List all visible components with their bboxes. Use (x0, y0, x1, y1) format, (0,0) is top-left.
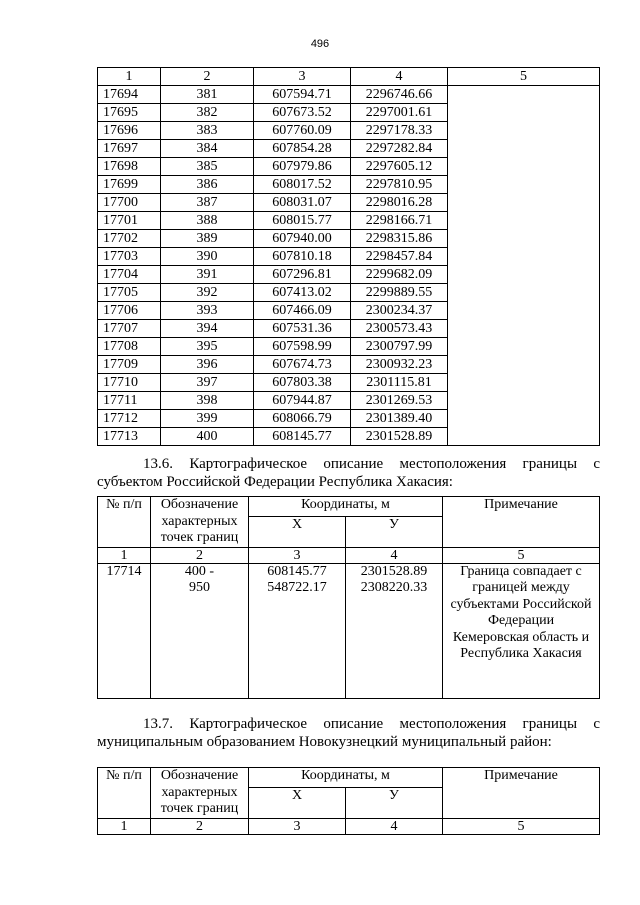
point-number: 393 (161, 302, 254, 320)
section-13-7-heading (97, 715, 600, 751)
x-coordinate: 607854.28 (254, 140, 351, 158)
header-cell: 4 (351, 68, 448, 86)
point-number: 396 (161, 356, 254, 374)
coordinates-table-continued (97, 67, 600, 446)
y-coordinate: 2298016.28 (351, 194, 448, 212)
row-number: 17696 (98, 122, 161, 140)
row-number: 17694 (98, 86, 161, 104)
row-note: Граница совпадает с границей между субъектами Российской Федерации Кемеровская область и Республика Хакасия (443, 563, 600, 698)
page-number: 496 (310, 38, 330, 50)
section-heading-line: 13.6. Картографическое описание местоположения границы с (143, 456, 600, 472)
x-coordinate: 608066.79 (254, 410, 351, 428)
x-coordinate: 607944.87 (254, 392, 351, 410)
x-coordinate: 607413.02 (254, 284, 351, 302)
column-header-note: Примечание (443, 497, 600, 548)
header-cell: 1 (98, 68, 161, 86)
y-coordinate: 2297001.61 (351, 104, 448, 122)
column-header-x: X (249, 787, 346, 818)
row-number: 17714 (98, 563, 151, 698)
y-coordinate: 2301115.81 (351, 374, 448, 392)
y-coordinate: 2297178.33 (351, 122, 448, 140)
x-coordinate: 607810.18 (254, 248, 351, 266)
y-coordinate: 2297282.84 (351, 140, 448, 158)
row-number: 17703 (98, 248, 161, 266)
row-number: 17704 (98, 266, 161, 284)
column-header-coordinates: Координаты, м (249, 497, 443, 517)
x-coordinate: 608015.77 (254, 212, 351, 230)
row-number: 17713 (98, 428, 161, 446)
row-x (249, 563, 346, 698)
boundary-table-khakassia (97, 496, 600, 699)
y-coordinate: 2299889.55 (351, 284, 448, 302)
row-points (151, 563, 249, 698)
x-coordinate: 608031.07 (254, 194, 351, 212)
point-number: 398 (161, 392, 254, 410)
x-coordinate: 607296.81 (254, 266, 351, 284)
point-number: 392 (161, 284, 254, 302)
x-coordinate: 607466.09 (254, 302, 351, 320)
y-coordinate: 2300234.37 (351, 302, 448, 320)
row-number: 17712 (98, 410, 161, 428)
row-number: 17702 (98, 230, 161, 248)
y-coordinate: 2301269.53 (351, 392, 448, 410)
column-number: 5 (443, 818, 600, 834)
table-header-row (98, 68, 600, 86)
row-number: 17707 (98, 320, 161, 338)
column-header-number: № п/п (98, 768, 151, 819)
point-number: 388 (161, 212, 254, 230)
table-row (98, 86, 600, 104)
point-number: 391 (161, 266, 254, 284)
section-heading-line: субъектом Российской Федерации Республика Хакасия: (97, 474, 453, 490)
point-number: 394 (161, 320, 254, 338)
row-number: 17695 (98, 104, 161, 122)
x-coordinate: 607674.73 (254, 356, 351, 374)
row-number: 17705 (98, 284, 161, 302)
y-coordinate: 2301528.89 (351, 428, 448, 446)
point-number: 397 (161, 374, 254, 392)
x-coordinate: 607803.38 (254, 374, 351, 392)
row-number: 17698 (98, 158, 161, 176)
point-number: 386 (161, 176, 254, 194)
y-coordinate: 2300797.99 (351, 338, 448, 356)
table-row (98, 563, 600, 698)
column-header-y: У (346, 516, 443, 547)
x-value: 608145.77 (267, 563, 327, 579)
y-coordinate: 2296746.66 (351, 86, 448, 104)
y-coordinate: 2298457.84 (351, 248, 448, 266)
y-coordinate: 2299682.09 (351, 266, 448, 284)
x-coordinate: 607673.52 (254, 104, 351, 122)
y-value: 2301528.89 (360, 563, 428, 579)
row-number: 17697 (98, 140, 161, 158)
y-coordinate: 2297605.12 (351, 158, 448, 176)
x-coordinate: 607531.36 (254, 320, 351, 338)
point-number: 384 (161, 140, 254, 158)
header-cell: 5 (448, 68, 600, 86)
point-number: 381 (161, 86, 254, 104)
section-heading-line: 13.7. Картографическое описание местоположения границы с (143, 716, 600, 732)
column-number: 4 (346, 818, 443, 834)
point-range-start: 400 - (184, 563, 215, 579)
section-13-6-heading (97, 455, 600, 491)
point-number: 385 (161, 158, 254, 176)
y-coordinate: 2300573.43 (351, 320, 448, 338)
point-number: 387 (161, 194, 254, 212)
boundary-table-novokuznetsk (97, 767, 600, 835)
column-header-y: У (346, 787, 443, 818)
row-number: 17700 (98, 194, 161, 212)
point-number: 382 (161, 104, 254, 122)
column-number-row (98, 547, 600, 563)
y-coordinate: 2301389.40 (351, 410, 448, 428)
point-number: 399 (161, 410, 254, 428)
column-number: 3 (249, 818, 346, 834)
point-range-end: 950 (189, 580, 210, 595)
column-header-designation: Обозначение характерных точек границ (151, 768, 249, 819)
x-coordinate: 607979.86 (254, 158, 351, 176)
column-header-x: X (249, 516, 346, 547)
column-number: 1 (98, 547, 151, 563)
column-header-note: Примечание (443, 768, 600, 819)
x-value: 548722.17 (267, 580, 327, 595)
row-number: 17711 (98, 392, 161, 410)
y-coordinate: 2300932.23 (351, 356, 448, 374)
column-header-coordinates: Координаты, м (249, 768, 443, 788)
y-coordinate: 2298315.86 (351, 230, 448, 248)
x-coordinate: 607598.99 (254, 338, 351, 356)
column-number: 2 (151, 818, 249, 834)
row-number: 17699 (98, 176, 161, 194)
row-number: 17701 (98, 212, 161, 230)
row-number: 17710 (98, 374, 161, 392)
x-coordinate: 608145.77 (254, 428, 351, 446)
column-number: 1 (98, 818, 151, 834)
y-coordinate: 2297810.95 (351, 176, 448, 194)
point-number: 400 (161, 428, 254, 446)
x-coordinate: 608017.52 (254, 176, 351, 194)
row-y (346, 563, 443, 698)
section-heading-line: муниципальным образованием Новокузнецкий муниципальный район: (97, 734, 552, 750)
column-number-row (98, 818, 600, 834)
column-header-designation: Обозначение характерных точек границ (151, 497, 249, 548)
y-value: 2308220.33 (360, 580, 428, 595)
note-cell-empty (448, 86, 600, 446)
point-number: 389 (161, 230, 254, 248)
row-number: 17706 (98, 302, 161, 320)
x-coordinate: 607760.09 (254, 122, 351, 140)
point-number: 383 (161, 122, 254, 140)
x-coordinate: 607594.71 (254, 86, 351, 104)
column-number: 2 (151, 547, 249, 563)
y-coordinate: 2298166.71 (351, 212, 448, 230)
point-number: 390 (161, 248, 254, 266)
point-number: 395 (161, 338, 254, 356)
row-number: 17708 (98, 338, 161, 356)
header-cell: 3 (254, 68, 351, 86)
header-cell: 2 (161, 68, 254, 86)
column-number: 5 (443, 547, 600, 563)
column-number: 4 (346, 547, 443, 563)
column-number: 3 (249, 547, 346, 563)
x-coordinate: 607940.00 (254, 230, 351, 248)
column-header-number: № п/п (98, 497, 151, 548)
row-number: 17709 (98, 356, 161, 374)
